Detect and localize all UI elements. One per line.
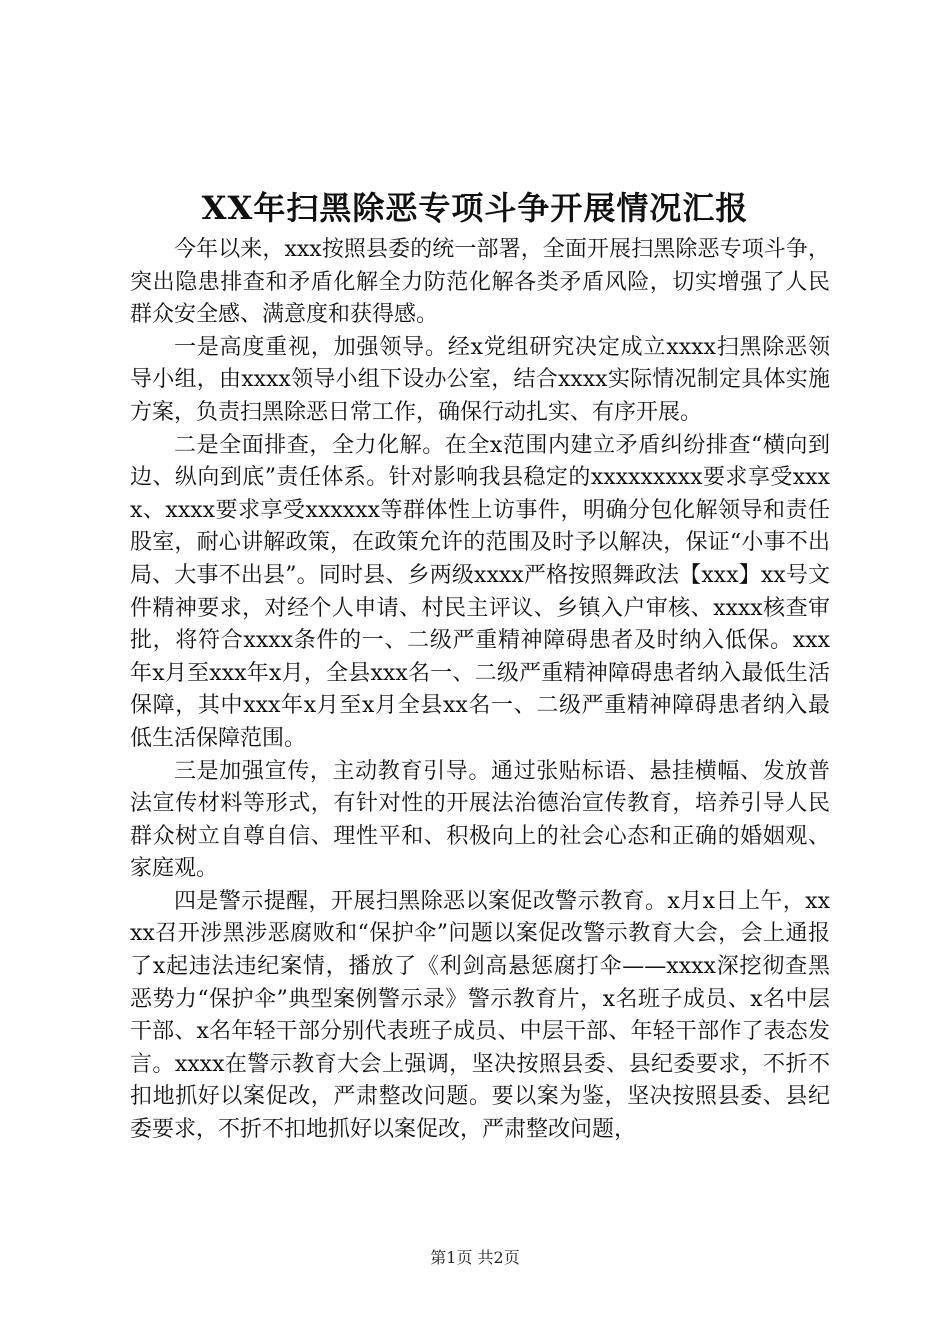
paragraph-leadership: 一是高度重视，加强领导。经x党组研究决定成立xxxx扫黑除恶领导小组，由xxxx领导小组下设办公室，结合xxxx实际情况制定具体实施方案，负责扫黑除恶日常工作，确保行动扎实、有序开展。: [130, 334, 830, 425]
paragraph-investigation: 二是全面排查，全力化解。在全x范围内建立矛盾纠纷排查“横向到边、纵向到底”责任体系。针对影响我县稳定的xxxxxxxxx要求享受xxxx、xxxx要求享受xxxxxx等群体性上访事件，明确分包化解领导和责任股室，耐心讲解政策，在政策允许的范围及时予以解决，保证“小事不出局、大事不出县”。同时县、乡两级xxxx严格按照舞政法【xxx】xx号文件精神要求，对经个人申请、村民主评议、乡镇入户审核、xxxx核查审批，将符合xxxx条件的一、二级严重精神障碍患者及时纳入低保。xxx年x月至xxx年x月，全县xxx名一、二级严重精神障碍患者纳入最低生活保障，其中xxx年x月至x月全县xx名一、二级严重精神障碍患者纳入最低生活保障范围。: [130, 432, 830, 751]
document-title: XX年扫黑除恶专项斗争开展情况汇报: [201, 189, 749, 227]
paragraph-intro: 今年以来，xxx按照县委的统一部署，全面开展扫黑除恶专项斗争，突出隐患排查和矛盾化解全力防范化解各类矛盾风险，切实增强了人民群众安全感、满意度和获得感。: [130, 237, 830, 328]
document-body: [130, 234, 830, 1147]
paragraph-warning-education: 四是警示提醒，开展扫黑除恶以案促改警示教育。x月x日上午，xxxx召开涉黑涉恶腐败和“保护伞”问题以案促改警示教育大会，会上通报了x起违法违纪案情，播放了《利剑高悬惩腐打伞——xxxx深挖彻查黑恶势力“保护伞”典型案例警示录》警示教育片，x名班子成员、x名中层干部、x名年轻干部分别代表班子成员、中层干部、年轻干部作了表态发言。xxxx在警示教育大会上强调，坚决按照县委、县纪委要求，不折不扣地抓好以案促改，严肃整改问题。要以案为鉴，坚决按照县委、县纪委要求，不折不扣地抓好以案促改，严肃整改问题，: [130, 888, 830, 1143]
page-number-footer: 第1页 共2页: [430, 1248, 520, 1267]
paragraph-publicity: 三是加强宣传，主动教育引导。通过张贴标语、悬挂横幅、发放普法宣传材料等形式，有针对性的开展法治德治宣传教育，培养引导人民群众树立自尊自信、理性平和、积极向上的社会心态和正确的婚姻观、家庭观。: [130, 758, 830, 882]
